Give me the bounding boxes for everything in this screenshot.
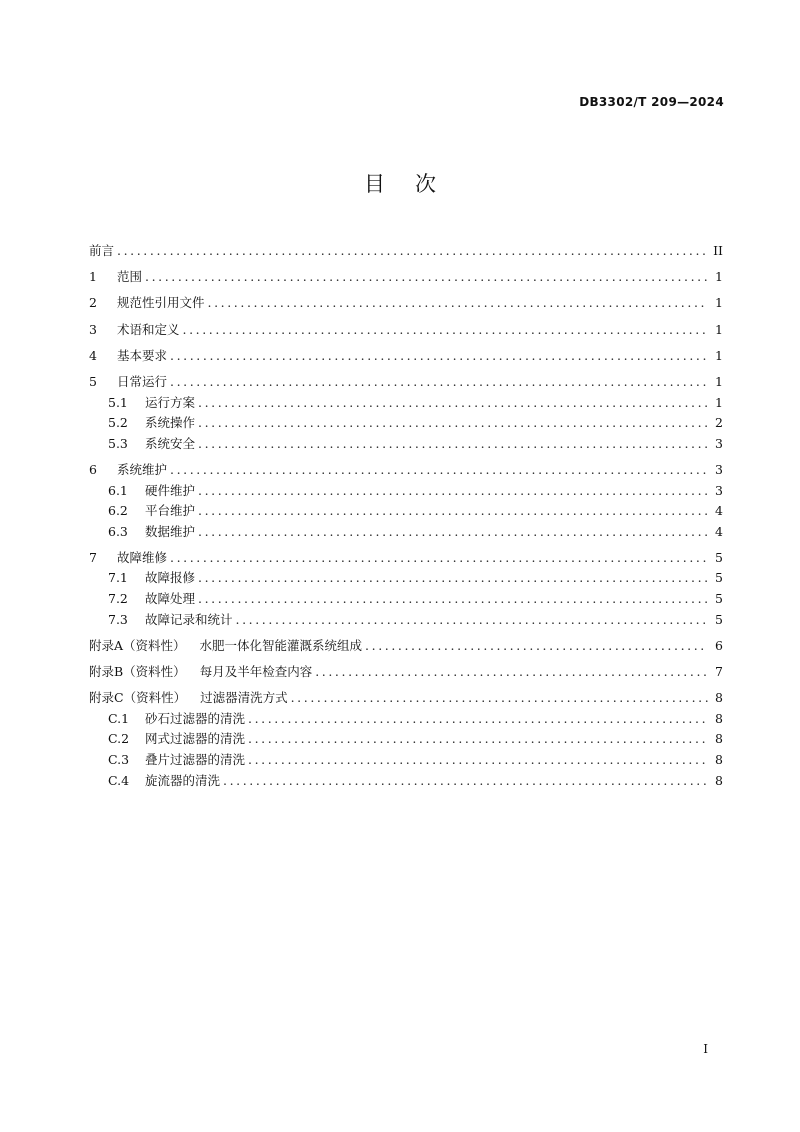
toc-leader-dots (248, 750, 708, 771)
toc-entry-page: 1 (715, 269, 723, 285)
toc-entry-number: 附录C（资料性） (89, 690, 187, 706)
toc-entry[interactable] (89, 636, 723, 657)
toc-entry[interactable] (89, 393, 723, 414)
toc-entry[interactable] (89, 610, 723, 631)
toc-leader-dots (315, 662, 708, 683)
toc-entry-label: 水肥一体化智能灌溉系统组成 (199, 637, 363, 653)
toc-leader-dots (170, 548, 708, 569)
toc-entry-page: 7 (715, 664, 723, 680)
toc-entry-number: C.4 (108, 772, 130, 788)
page-title: 目次 (364, 172, 466, 196)
toc-entry-number: 附录B（资料性） (89, 664, 186, 680)
toc-entry-page: 8 (715, 710, 723, 726)
toc-entry-label: 系统操作 (145, 415, 196, 431)
toc-entry-number: 7.3 (108, 611, 128, 627)
toc-leader-dots (198, 568, 708, 589)
toc-entry-number: 3 (89, 321, 97, 337)
toc-entry-label: 系统维护 (117, 461, 168, 477)
toc-entry[interactable] (89, 481, 723, 502)
toc-entry-label: 平台维护 (145, 503, 196, 519)
toc-entry-page: 1 (715, 347, 723, 363)
toc-entry[interactable] (89, 501, 723, 522)
toc-leader-dots (198, 589, 708, 610)
toc-entry[interactable] (89, 688, 723, 709)
toc-leader-dots (198, 481, 708, 502)
toc-leader-dots (170, 346, 708, 367)
toc-entry-number: 6.1 (108, 482, 128, 498)
toc-entry-page: 3 (715, 461, 723, 477)
toc-entry-page: II (713, 243, 723, 258)
toc-entry-number: 5.2 (108, 415, 128, 431)
toc-leader-dots (198, 393, 708, 414)
toc-entry[interactable] (89, 548, 723, 569)
toc-entry-page: 5 (715, 549, 723, 565)
toc-entry-number: C.3 (108, 752, 130, 767)
toc-entry-label: 运行方案 (145, 394, 196, 410)
toc-leader-dots (236, 610, 708, 631)
toc-entry-page: 3 (715, 482, 723, 498)
toc-leader-dots (208, 293, 708, 314)
toc-entry-number: 2 (89, 295, 97, 311)
toc-entry[interactable] (89, 750, 723, 771)
toc-entry-number: 1 (89, 269, 97, 285)
toc-entry[interactable] (89, 460, 723, 481)
standard-code: DB3302/T 209—2024 (579, 95, 724, 109)
toc-entry-label: 范围 (117, 269, 143, 285)
table-of-contents (89, 241, 723, 791)
toc-entry[interactable] (89, 346, 723, 367)
toc-entry-number: 7.2 (108, 591, 128, 607)
toc-leader-dots (198, 501, 708, 522)
toc-entry-label: 网式过滤器的清洗 (145, 731, 246, 747)
toc-entry-page: 1 (715, 373, 723, 389)
toc-entry[interactable] (89, 293, 723, 314)
toc-leader-dots (117, 241, 708, 262)
toc-entry[interactable] (89, 771, 723, 792)
toc-entry[interactable] (89, 589, 723, 610)
toc-entry-page: 4 (715, 503, 723, 519)
toc-entry-page: 2 (715, 415, 723, 431)
toc-leader-dots (291, 688, 708, 709)
toc-leader-dots (198, 434, 708, 455)
toc-entry-label: 数据维护 (145, 523, 196, 539)
toc-entry[interactable] (89, 320, 723, 341)
toc-entry[interactable] (89, 709, 723, 730)
toc-entry[interactable] (89, 372, 723, 393)
toc-entry[interactable] (89, 434, 723, 455)
toc-entry[interactable] (89, 413, 723, 434)
toc-entry-page: 8 (715, 731, 723, 747)
toc-entry-number: 5.1 (108, 394, 128, 410)
toc-entry[interactable] (89, 267, 723, 288)
toc-entry-label: 规范性引用文件 (117, 295, 205, 311)
toc-entry[interactable] (89, 522, 723, 543)
toc-leader-dots (170, 372, 708, 393)
toc-leader-dots (145, 267, 708, 288)
toc-entry-page: 8 (715, 772, 723, 788)
toc-entry-number: 5.3 (108, 435, 128, 451)
toc-entry-label: 系统安全 (145, 435, 196, 451)
toc-entry-number: 6 (89, 461, 97, 477)
toc-entry-label: 过滤器清洗方式 (200, 690, 288, 706)
toc-entry-page: 4 (715, 523, 723, 539)
toc-entry-page: 5 (715, 570, 723, 586)
toc-entry-page: 1 (715, 295, 723, 311)
toc-entry-label: 基本要求 (117, 347, 168, 363)
toc-entry-label: 日常运行 (117, 373, 168, 389)
toc-entry-number: C.2 (108, 731, 130, 747)
toc-entry-label: 故障处理 (145, 591, 196, 607)
toc-entry[interactable] (89, 729, 723, 750)
toc-entry[interactable] (89, 241, 723, 262)
page-number: I (703, 1042, 708, 1056)
toc-entry-label: 前言 (89, 243, 115, 258)
toc-leader-dots (248, 709, 708, 730)
toc-entry-label: 叠片过滤器的清洗 (145, 752, 246, 767)
toc-leader-dots (198, 522, 708, 543)
toc-leader-dots (365, 636, 708, 657)
toc-entry-page: 3 (715, 435, 723, 451)
toc-entry-label: 砂石过滤器的清洗 (145, 710, 246, 726)
toc-entry-label: 故障记录和统计 (145, 611, 233, 627)
toc-entry-page: 8 (715, 690, 723, 706)
toc-entry-page: 1 (715, 321, 723, 337)
toc-leader-dots (248, 729, 708, 750)
toc-entry[interactable] (89, 662, 723, 683)
toc-entry-number: 6.3 (108, 523, 128, 539)
toc-leader-dots (183, 320, 708, 341)
toc-entry-number: C.1 (108, 710, 130, 726)
toc-entry-page: 1 (715, 394, 723, 410)
toc-entry-label: 故障报修 (145, 570, 196, 586)
toc-entry-label: 每月及半年检查内容 (199, 664, 313, 680)
toc-entry[interactable] (89, 568, 723, 589)
toc-entry-page: 6 (715, 637, 723, 653)
toc-entry-page: 5 (715, 591, 723, 607)
toc-entry-label: 术语和定义 (117, 321, 180, 337)
toc-entry-label: 硬件维护 (145, 482, 196, 498)
toc-leader-dots (198, 413, 708, 434)
toc-leader-dots (170, 460, 708, 481)
toc-entry-number: 7.1 (108, 570, 128, 586)
toc-entry-label: 旋流器的清洗 (145, 772, 221, 788)
toc-leader-dots (223, 771, 708, 792)
toc-entry-number: 7 (89, 549, 97, 565)
toc-entry-number: 5 (89, 373, 97, 389)
toc-entry-number: 附录A（资料性） (89, 637, 186, 653)
toc-entry-page: 8 (715, 752, 723, 767)
toc-entry-label: 故障维修 (117, 549, 168, 565)
toc-entry-number: 4 (89, 347, 97, 363)
toc-entry-number: 6.2 (108, 503, 128, 519)
toc-entry-page: 5 (715, 611, 723, 627)
